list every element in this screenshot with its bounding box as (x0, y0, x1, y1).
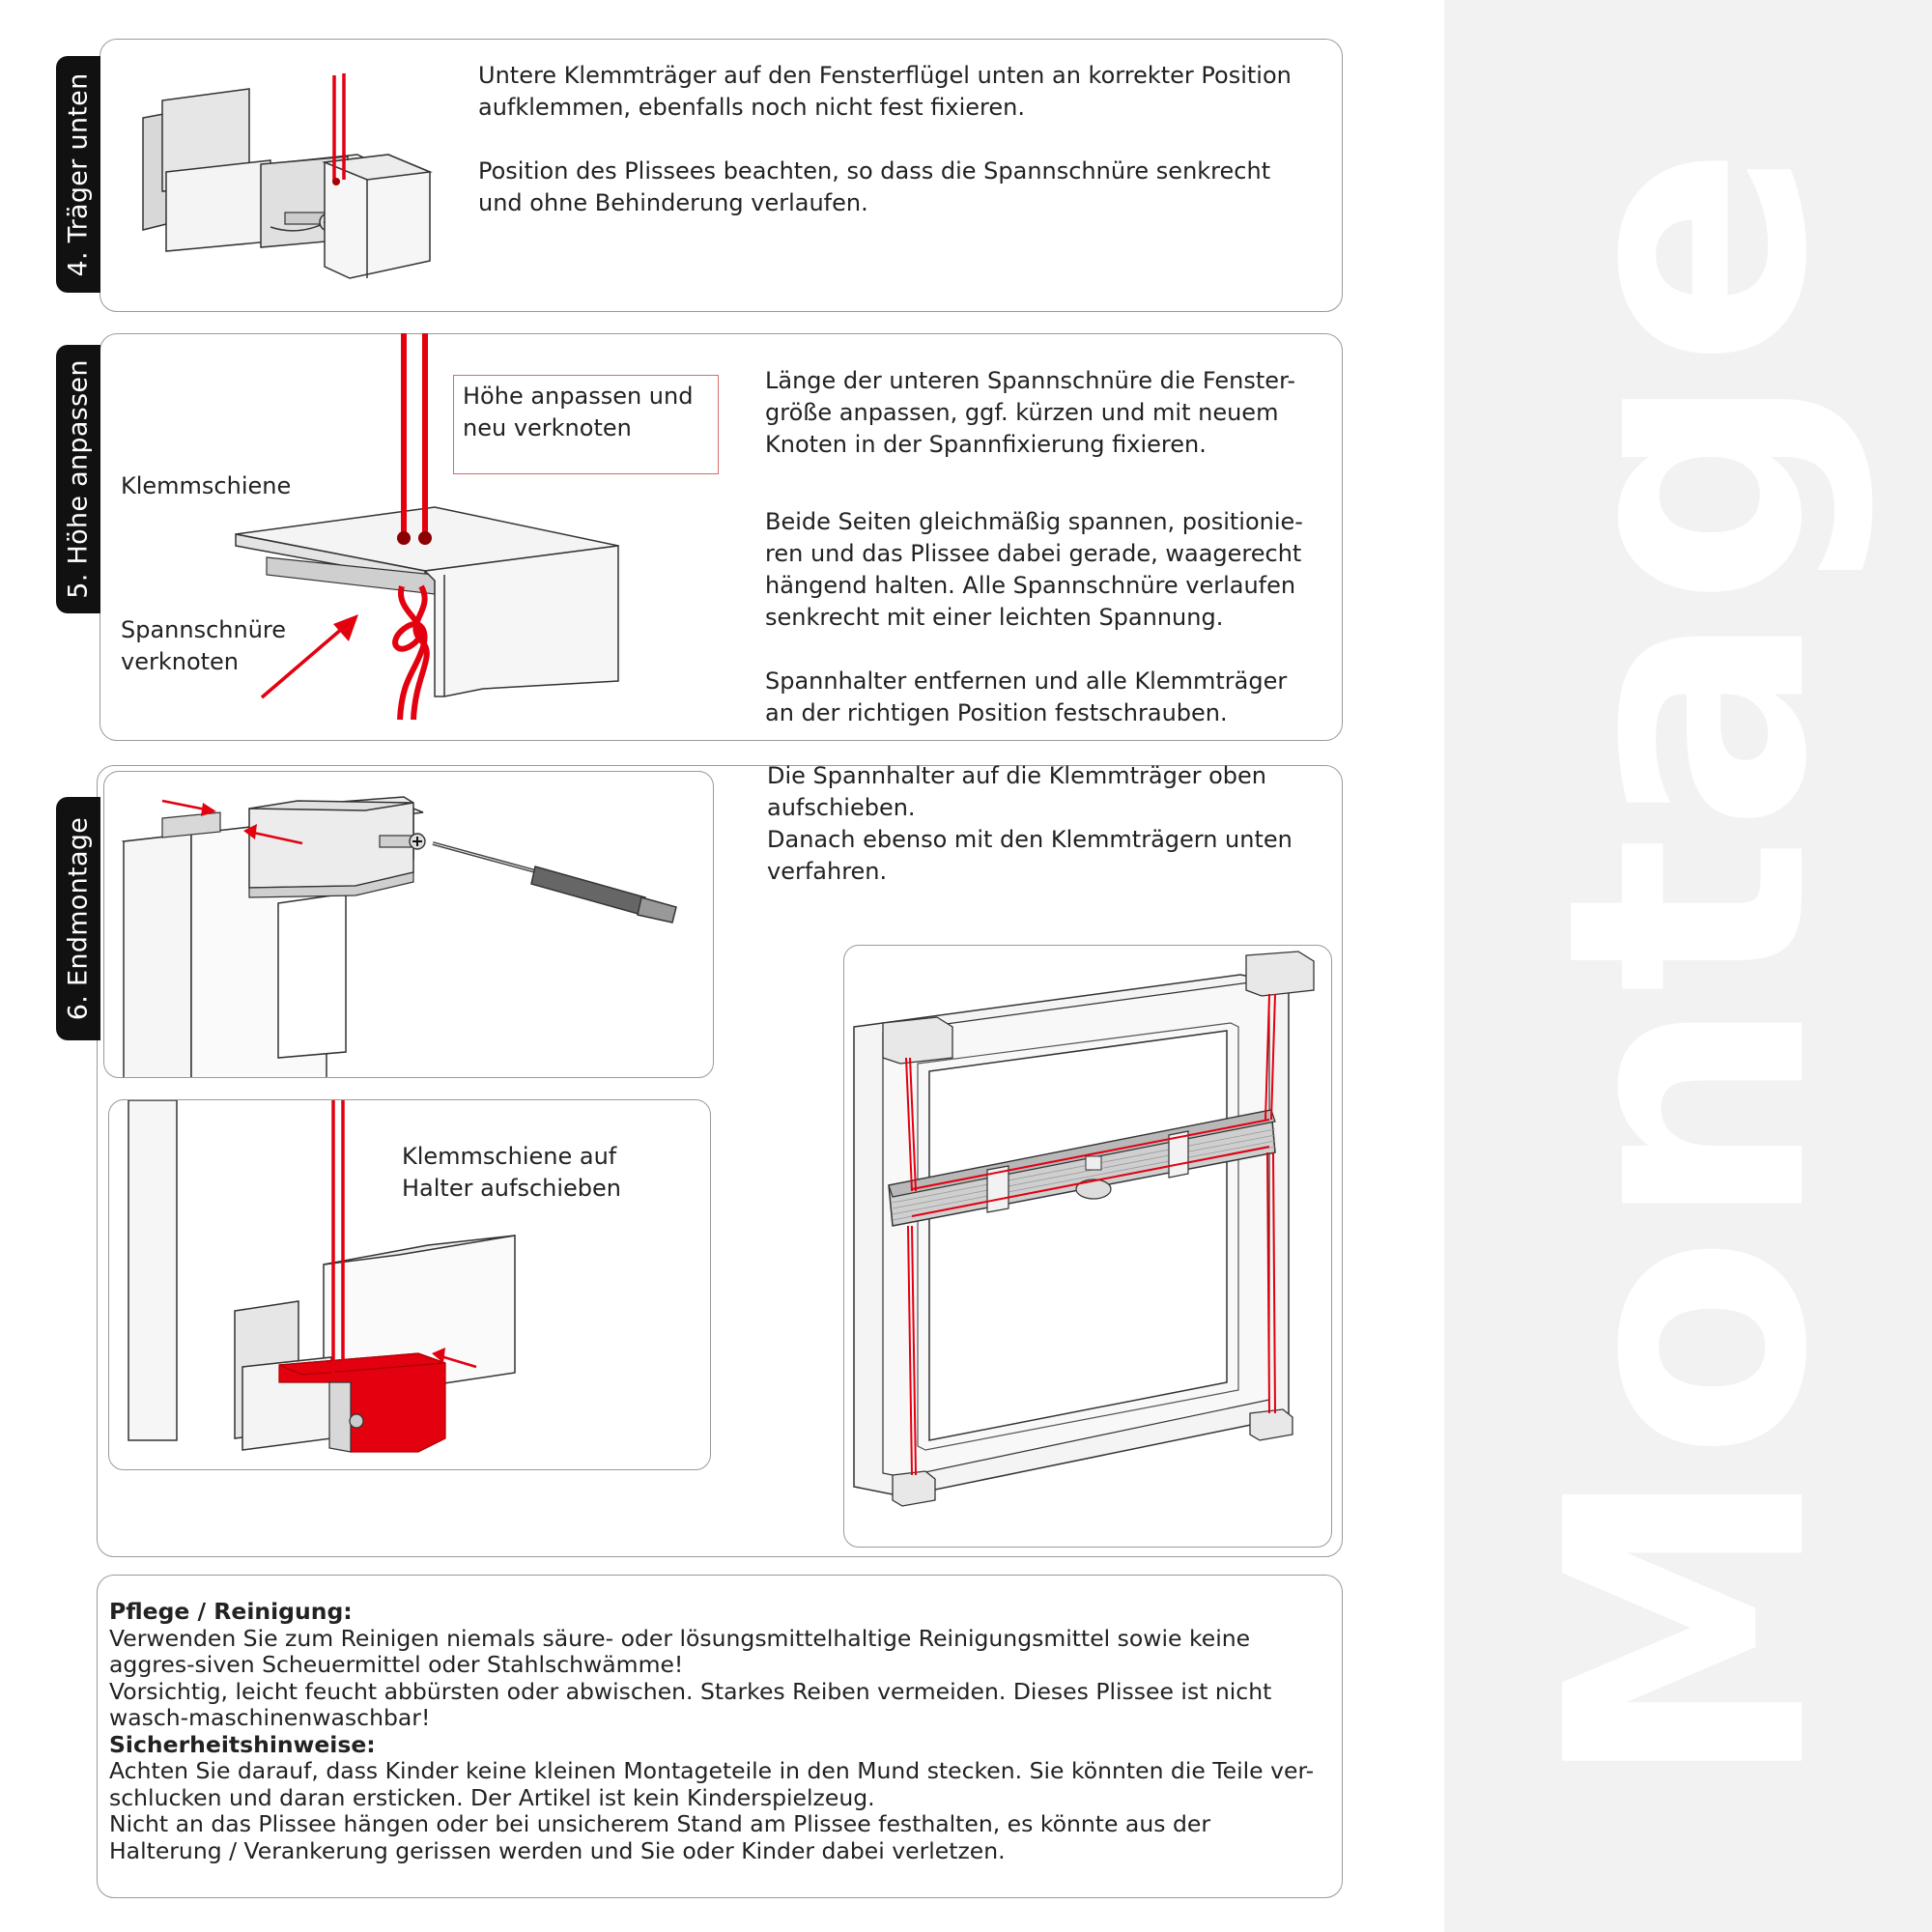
step5-paragraph-2: Beide Seiten gleichmäßig spannen, positionie-ren und das Plissee dabei gerade, waagerecht hängend halten. Alle Spannschnüre verlaufen senkrecht mit einer leichten Spannung. (765, 508, 1303, 631)
slide-label: Klemmschiene auf Halter aufschieben (402, 1143, 622, 1202)
height-callout-text: Höhe anpassen und neu verknoten (463, 383, 694, 441)
step5-paragraph-3: Spannhalter entfernen und alle Klemmträger an der richtigen Position festschrauben. (765, 668, 1288, 726)
knot-label: Spannschnüre verknoten (121, 616, 287, 675)
step4-tab-label: 4. Träger unten (63, 72, 94, 276)
step6-text (767, 760, 1318, 888)
step4-text (478, 60, 1319, 219)
care-text-block (109, 1599, 1326, 1864)
step4-illustration (135, 68, 444, 299)
step6-line-1: Die Spannhalter auf die Klemmträger oben aufschieben. (767, 762, 1266, 821)
safety-text-1: Achten Sie darauf, dass Kinder keine kleinen Montageteile in den Mund stecken. Sie könnten die Teile ver-schlucken und daran ersticken. Der Artikel ist kein Kinderspielzeug. (109, 1757, 1315, 1811)
window-overview-panel (843, 945, 1332, 1548)
slide-detail-panel (108, 1099, 711, 1470)
step4-tab (56, 56, 100, 293)
step6-tab-label: 6. Endmontage (63, 816, 94, 1021)
watermark-title: Montage (1497, 141, 1880, 1791)
safety-heading: Sicherheitshinweise: (109, 1730, 376, 1758)
safety-text-2: Nicht an das Plissee hängen oder bei unsicherem Stand am Plissee festhalten, es könnte aus der Halterung / Verankerung gerissen werden und Sie oder Kinder dabei verletzen. (109, 1810, 1210, 1864)
step4-paragraph-2: Position des Plissees beachten, so dass die Spannschnüre senkrecht und ohne Behinderung verlaufen. (478, 157, 1271, 216)
screw-detail-illustration (104, 772, 714, 1078)
care-text-2: Vorsichtig, leicht feucht abbürsten oder abwischen. Starkes Reiben vermeiden. Dieses Plissee ist nicht wasch-maschinenwaschbar! (109, 1677, 1272, 1731)
rail-label: Klemmschiene (121, 472, 292, 499)
care-heading: Pflege / Reinigung: (109, 1598, 353, 1625)
step6-tab (56, 797, 100, 1040)
step5-paragraph-1: Länge der unteren Spannschnüre die Fenster-größe anpassen, ggf. kürzen und mit neuem Knoten in der Spannfixierung fixieren. (765, 367, 1296, 458)
step5-tab (56, 345, 100, 613)
window-overview-illustration (844, 946, 1332, 1548)
care-text-1: Verwenden Sie zum Reinigen niemals säure- oder lösungsmittelhaltige Reinigungsmittel sowie keine aggres-siven Scheuermittel oder Stahlschwämme! (109, 1624, 1251, 1678)
step4-paragraph-1: Untere Klemmträger auf den Fensterflügel unten an korrekter Position aufklemmen, ebenfalls noch nicht fest fixieren. (478, 62, 1292, 121)
step5-text (765, 365, 1306, 729)
step6-line-2: Danach ebenso mit den Klemmträgern unten verfahren. (767, 826, 1293, 885)
screw-detail-panel (103, 771, 714, 1078)
knot-arrow (256, 611, 372, 707)
step5-tab-label: 5. Höhe anpassen (63, 359, 94, 599)
